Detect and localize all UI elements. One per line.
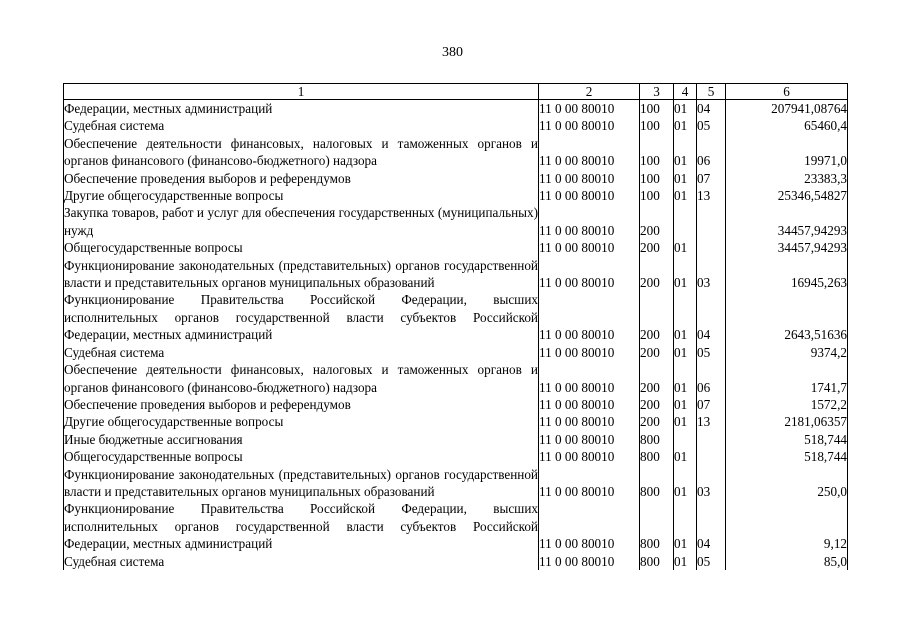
cell-rz: 01 [674,344,697,361]
cell-rz: 01 [674,291,697,343]
cell-rz: 01 [674,500,697,552]
cell-kvr: 200 [640,344,674,361]
cell-rz: 01 [674,170,697,187]
cell-code: 11 0 00 80010 [539,553,640,570]
cell-name: Закупка товаров, работ и услуг для обеспечения государственных (муниципальных) нужд [64,205,538,238]
cell-kvr: 100 [640,187,674,204]
cell-pr: 07 [697,396,726,413]
cell-name: Другие общегосударственные вопросы [64,413,539,430]
cell-sum: 34457,94293 [726,239,848,256]
cell-pr: 07 [697,170,726,187]
table-row [64,466,848,501]
cell-sum: 9,12 [726,500,848,552]
cell-name: Общегосударственные вопросы [64,448,539,465]
cell-sum: 19971,0 [726,135,848,170]
cell-code: 11 0 00 80010 [539,239,640,256]
cell-code: 11 0 00 80010 [539,344,640,361]
cell-code: 11 0 00 80010 [539,413,640,430]
table-row [64,553,848,570]
cell-pr [697,448,726,465]
cell-code: 11 0 00 80010 [539,500,640,552]
cell-code: 11 0 00 80010 [539,431,640,448]
cell-sum: 518,744 [726,448,848,465]
cell-pr: 05 [697,344,726,361]
cell-code: 11 0 00 80010 [539,117,640,134]
cell-kvr: 200 [640,257,674,292]
table-row [64,291,848,343]
cell-kvr: 200 [640,204,674,239]
cell-sum: 518,744 [726,431,848,448]
cell-code: 11 0 00 80010 [539,257,640,292]
cell-code: 11 0 00 80010 [539,291,640,343]
cell-name: Федерации, местных администраций [64,100,539,118]
cell-name: Другие общегосударственные вопросы [64,187,539,204]
cell-sum: 23383,3 [726,170,848,187]
cell-pr: 13 [697,187,726,204]
cell-code: 11 0 00 80010 [539,100,640,118]
table-row [64,361,848,396]
cell-code: 11 0 00 80010 [539,204,640,239]
cell-rz: 01 [674,413,697,430]
table-row [64,187,848,204]
cell-name: Обеспечение проведения выборов и референдумов [64,396,539,413]
cell-kvr: 800 [640,431,674,448]
cell-pr: 03 [697,257,726,292]
cell-rz [674,204,697,239]
cell-kvr: 200 [640,239,674,256]
cell-name: Иные бюджетные ассигнования [64,431,539,448]
cell-rz [674,431,697,448]
cell-rz: 01 [674,117,697,134]
cell-code: 11 0 00 80010 [539,396,640,413]
cell-code: 11 0 00 80010 [539,135,640,170]
table-row [64,257,848,292]
cell-rz: 01 [674,448,697,465]
cell-sum: 25346,54827 [726,187,848,204]
cell-sum: 250,0 [726,466,848,501]
cell-kvr: 800 [640,500,674,552]
cell-kvr: 200 [640,396,674,413]
cell-sum: 65460,4 [726,117,848,134]
cell-name: Обеспечение деятельности финансовых, налоговых и таможенных органов и органов финансового (финансово-бюджетного) надзора [64,135,538,169]
cell-rz: 01 [674,135,697,170]
cell-name: Судебная система [64,117,539,134]
cell-name: Судебная система [64,553,539,570]
table-row [64,500,848,552]
cell-pr [697,239,726,256]
cell-sum: 16945,263 [726,257,848,292]
cell-code: 11 0 00 80010 [539,170,640,187]
budget-table [63,83,848,570]
cell-kvr: 100 [640,170,674,187]
cell-sum: 2181,06357 [726,413,848,430]
column-header-pr: 5 [697,84,726,100]
cell-pr: 04 [697,500,726,552]
cell-kvr: 100 [640,100,674,118]
cell-kvr: 200 [640,413,674,430]
cell-sum: 2643,51636 [726,291,848,343]
cell-rz: 01 [674,257,697,292]
cell-pr: 13 [697,413,726,430]
cell-pr: 05 [697,117,726,134]
table-row [64,100,848,118]
cell-sum: 207941,08764 [726,100,848,118]
cell-name: Обеспечение деятельности финансовых, налоговых и таможенных органов и органов финансового (финансово-бюджетного) надзора [64,362,538,395]
cell-pr: 04 [697,291,726,343]
table-row [64,344,848,361]
table-row [64,117,848,134]
cell-sum: 9374,2 [726,344,848,361]
cell-kvr: 100 [640,135,674,170]
cell-kvr: 800 [640,466,674,501]
cell-kvr: 200 [640,291,674,343]
table-row [64,431,848,448]
cell-code: 11 0 00 80010 [539,187,640,204]
table-row [64,413,848,430]
cell-kvr: 800 [640,448,674,465]
cell-name: Судебная система [64,344,539,361]
cell-sum: 85,0 [726,553,848,570]
cell-rz: 01 [674,396,697,413]
cell-code: 11 0 00 80010 [539,448,640,465]
cell-rz: 01 [674,361,697,396]
cell-code: 11 0 00 80010 [539,361,640,396]
cell-sum: 1741,7 [726,361,848,396]
cell-kvr: 100 [640,117,674,134]
cell-pr: 06 [697,135,726,170]
cell-pr [697,431,726,448]
cell-pr: 04 [697,100,726,118]
cell-sum: 34457,94293 [726,204,848,239]
table-header-row [64,84,848,100]
cell-name: Функционирование Правительства Российской Федерации, высших исполнительных органов государственной власти субъектов Российской Федерации, местных администраций [64,501,538,552]
cell-sum: 1572,2 [726,396,848,413]
cell-pr [697,204,726,239]
table-row [64,135,848,170]
cell-name: Обеспечение проведения выборов и референдумов [64,170,539,187]
table-row [64,448,848,465]
cell-kvr: 800 [640,553,674,570]
cell-pr: 03 [697,466,726,501]
table-row [64,204,848,239]
cell-code: 11 0 00 80010 [539,466,640,501]
cell-pr: 05 [697,553,726,570]
column-header-sum: 6 [726,84,848,100]
cell-pr: 06 [697,361,726,396]
cell-kvr: 200 [640,361,674,396]
cell-name: Функционирование Правительства Российской Федерации, высших исполнительных органов государственной власти субъектов Российской Федерации, местных администраций [64,292,538,343]
cell-rz: 01 [674,100,697,118]
table-row [64,396,848,413]
page-number: 380 [442,45,463,60]
column-header-code: 2 [539,84,640,100]
column-header-name: 1 [64,84,539,100]
column-header-kvr: 3 [640,84,674,100]
table-row [64,239,848,256]
cell-name: Функционирование законодательных (представительных) органов государственной власти и представительных органов муниципальных образований [64,466,538,499]
table-row [64,170,848,187]
cell-name: Функционирование законодательных (представительных) органов государственной власти и представительных органов муниципальных образований [64,257,538,291]
cell-rz: 01 [674,239,697,256]
column-header-rz: 4 [674,84,697,100]
cell-rz: 01 [674,187,697,204]
cell-name: Общегосударственные вопросы [64,239,539,256]
cell-rz: 01 [674,466,697,501]
cell-rz: 01 [674,553,697,570]
